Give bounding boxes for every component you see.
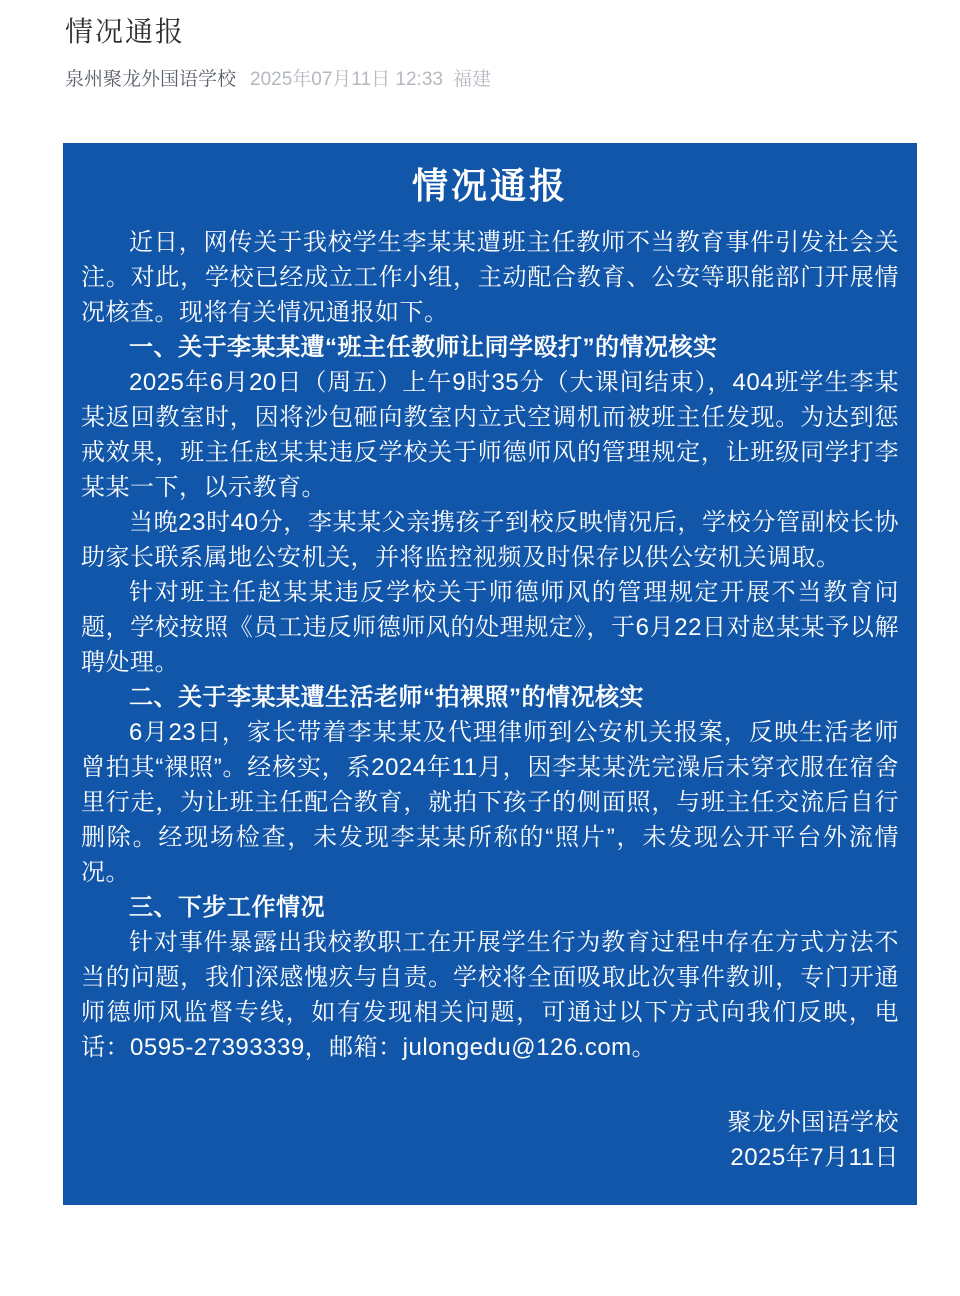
signature-date: 2025年7月11日 <box>730 1144 899 1171</box>
notice-body <box>81 225 899 1065</box>
section-heading: 一、关于李某某遭“班主任教师让同学殴打”的情况核实 <box>129 334 718 361</box>
notice-title: 情况通报 <box>411 165 568 206</box>
notice-paragraph: 针对事件暴露出我校教职工在开展学生行为教育过程中存在方式方法不当的问题，我们深感愧疚与自责。学校将全面吸取此次事件教训，专门开通师德师风监督专线，如有发现相关问题，可通过以下方式向我们反映，电话：0595-27393339，邮箱：julongedu@126.com。 <box>81 929 899 1061</box>
page-title: 情况通报 <box>65 16 186 47</box>
notice-paragraph: 近日，网传关于我校学生李某某遭班主任教师不当教育事件引发社会关注。对此，学校已经成立工作小组，主动配合教育、公安等职能部门开展情况核查。现将有关情况通报如下。 <box>81 229 899 326</box>
notice-paragraph: 当晚23时40分，李某某父亲携孩子到校反映情况后，学校分管副校长协助家长联系属地公安机关，并将监控视频及时保存以供公安机关调取。 <box>81 509 899 571</box>
publish-location: 福建 <box>452 69 491 90</box>
signature-block <box>81 1105 899 1175</box>
byline <box>65 67 917 93</box>
footer-space <box>0 1205 960 1296</box>
notice-paragraph: 6月23日，家长带着李某某及代理律师到公安机关报案，反映生活老师曾拍其“裸照”。经核实，系2024年11月，因李某某洗完澡后未穿衣服在宿舍里行走，为让班主任配合教育，就拍下孩子的侧面照，与班主任交流后自行删除。经现场检查，未发现李某某所称的“照片”，未发现公开平台外流情况。 <box>81 719 899 886</box>
account-name[interactable]: 泉州聚龙外国语学校 <box>65 69 237 90</box>
section-heading: 三、下步工作情况 <box>129 894 325 921</box>
notice-image[interactable] <box>63 143 917 1205</box>
section-heading: 二、关于李某某遭生活老师“拍裸照”的情况核实 <box>129 684 644 711</box>
article-page <box>0 12 960 1296</box>
notice-paragraph: 针对班主任赵某某违反学校关于师德师风的管理规定开展不当教育问题，学校按照《员工违反师德师风的处理规定》，于6月22日对赵某某予以解聘处理。 <box>81 579 899 676</box>
signature-name: 聚龙外国语学校 <box>727 1109 899 1136</box>
notice-paragraph: 2025年6月20日（周五）上午9时35分（大课间结束），404班学生李某某返回教室时，因将沙包砸向教室内立式空调机而被班主任发现。为达到惩戒效果，班主任赵某某违反学校关于师德师风的管理规定，让班级同学打李某某一下，以示教育。 <box>81 369 899 501</box>
publish-datetime: 2025年07月11日 12:33 <box>250 69 443 90</box>
